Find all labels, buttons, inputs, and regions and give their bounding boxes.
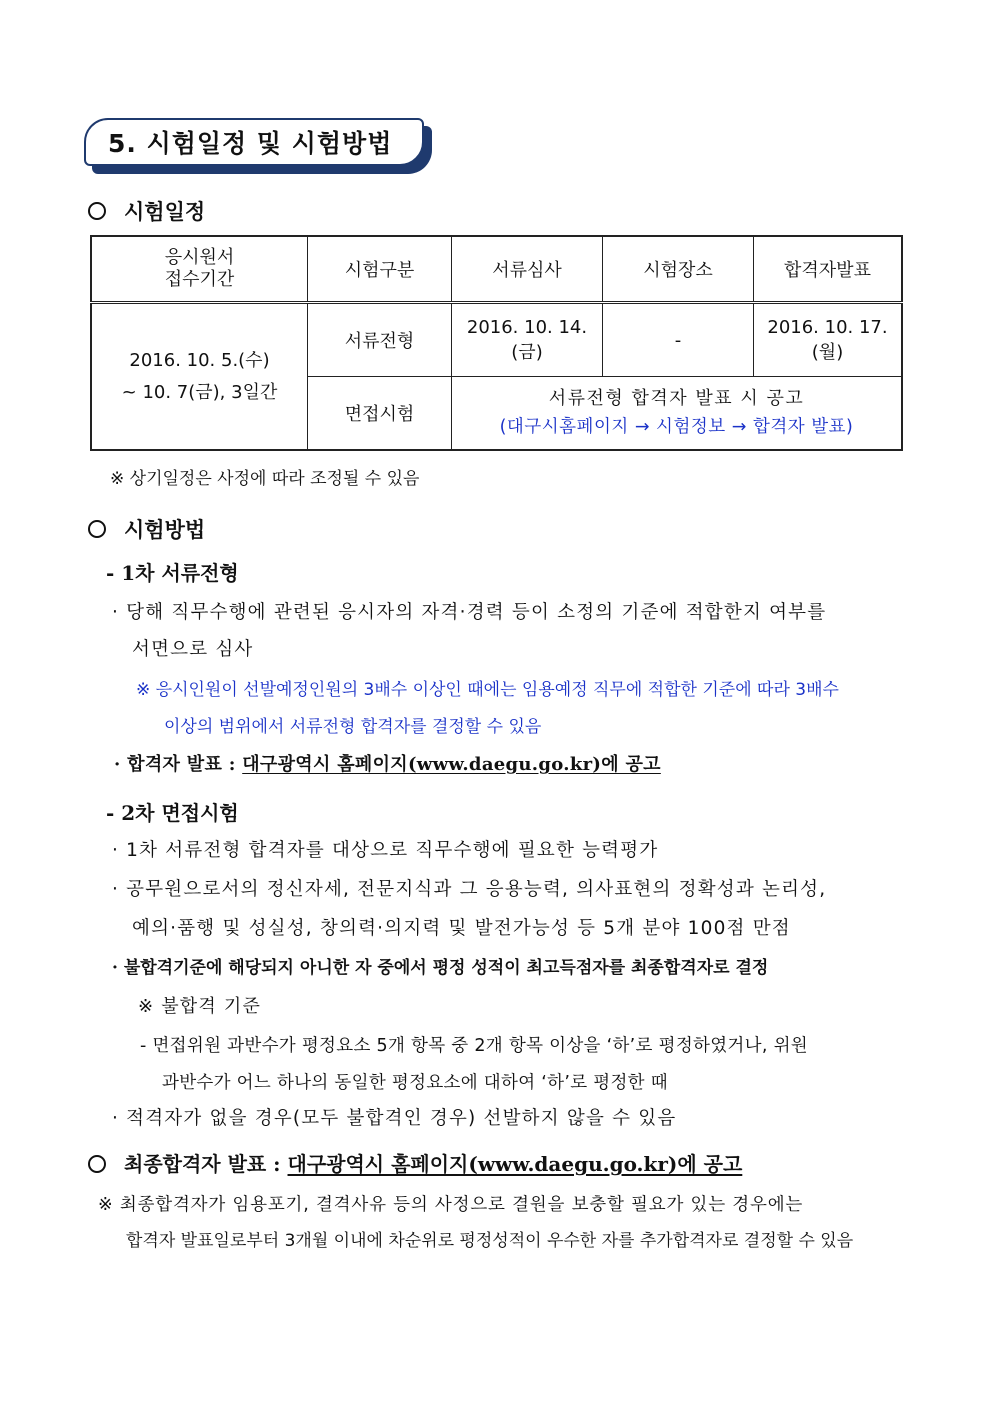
stage2-line2: · 공무원으로서의 정신자세, 전문지식과 그 응용능력, 의사표현의 정확성과 논리성,: [112, 879, 827, 900]
stage1-note-line1: ※ 응시인원이 선발예정인원의 3배수 이상인 때에는 임용예정 직무에 적합한 기준에 따라 3배수: [136, 680, 839, 700]
header-result: 합격자발표: [754, 236, 903, 303]
schedule-table: [90, 235, 903, 451]
row1-result: 2016. 10. 17.(월): [754, 303, 903, 377]
stage1-announce-prefix: · 합격자 발표 :: [114, 754, 243, 775]
circle-bullet-icon: [88, 520, 106, 538]
final-heading-link: 대구광역시 홈페이지(www.daegu.go.kr)에 공고: [287, 1152, 743, 1176]
stage2-line1: · 1차 서류전형 합격자를 대상으로 직무수행에 필요한 능력평가: [112, 840, 659, 861]
section-title: 5. 시험일정 및 시험방법: [108, 129, 393, 158]
method-heading: [88, 514, 205, 544]
stage2-title: - 2차 면접시험: [106, 801, 239, 825]
row1-type: 서류전형: [308, 303, 452, 377]
stage1-announce-link: 대구광역시 홈페이지(www.daegu.go.kr)에 공고: [242, 754, 661, 775]
final-note-line2: 합격자 발표일로부터 3개월 이내에 차순위로 평정성적이 우수한 자를 추가합격자로 결정할 수 있음: [126, 1231, 854, 1251]
final-heading-prefix: 최종합격자 발표 :: [124, 1152, 288, 1176]
period-cell: [91, 303, 308, 451]
circle-bullet-icon: [88, 1155, 106, 1173]
stage1-note-line2: 이상의 범위에서 서류전형 합격자를 결정할 수 있음: [164, 717, 542, 737]
stage1-line2: 서면으로 심사: [132, 639, 254, 660]
header-type: 시험구분: [308, 236, 452, 303]
stage1-line1: · 당해 직무수행에 관련된 응시자의 자격·경력 등이 소정의 기준에 적합한지 여부를: [112, 602, 827, 623]
method-heading-text: 시험방법: [124, 518, 206, 542]
circle-bullet-icon: [88, 202, 106, 220]
section-title-box: [84, 118, 424, 166]
row1-place: -: [603, 303, 754, 377]
row2-announce-line2: (대구시홈페이지 → 시험정보 → 합격자 발표): [499, 417, 854, 437]
header-doc-review: 서류심사: [452, 236, 603, 303]
final-note-line1: ※ 최종합격자가 임용포기, 결격사유 등의 사정으로 결원을 보충할 필요가 있는 경우에는: [98, 1195, 804, 1215]
schedule-heading: [88, 196, 205, 226]
final-heading: [88, 1148, 742, 1177]
header-period-line2: 접수기간: [164, 269, 235, 290]
stage1-title: - 1차 서류전형: [106, 561, 239, 585]
row1-doc-review: 2016. 10. 14.(금): [452, 303, 603, 377]
stage2-line3: 예의·품행 및 성실성, 창의력·의지력 및 발전가능성 등 5개 분야 100점 만점: [132, 918, 791, 939]
header-period: [91, 236, 308, 303]
criteria-line1: - 면접위원 과반수가 평정요소 5개 항목 중 2개 항목 이상을 ‘하’로 평정하였거나, 위원: [140, 1036, 808, 1056]
criteria-title: ※ 불합격 기준: [138, 996, 262, 1017]
header-place: 시험장소: [603, 236, 754, 303]
header-period-line1: 응시원서: [164, 247, 235, 268]
stage2-line4: · 불합격기준에 해당되지 아니한 자 중에서 평정 성적이 최고득점자를 최종합격자로 결정: [112, 958, 769, 978]
criteria-line2: 과반수가 어느 하나의 동일한 평정요소에 대하여 ‘하’로 평정한 때: [162, 1073, 668, 1093]
row2-announce-line1: 서류전형 합격자 발표 시 공고: [548, 388, 805, 409]
schedule-heading-text: 시험일정: [124, 200, 206, 224]
schedule-note: ※ 상기일정은 사정에 따라 조정될 수 있음: [110, 469, 420, 489]
stage1-announce: [114, 746, 661, 784]
row2-type: 면접시험: [308, 377, 452, 451]
period-line1: 2016. 10. 5.(수): [129, 349, 270, 371]
stage2-line5: · 적격자가 없을 경우(모두 불합격인 경우) 선발하지 않을 수 있음: [112, 1108, 677, 1129]
period-line2: ~ 10. 7(금), 3일간: [121, 381, 278, 403]
row2-announce: [452, 377, 903, 451]
